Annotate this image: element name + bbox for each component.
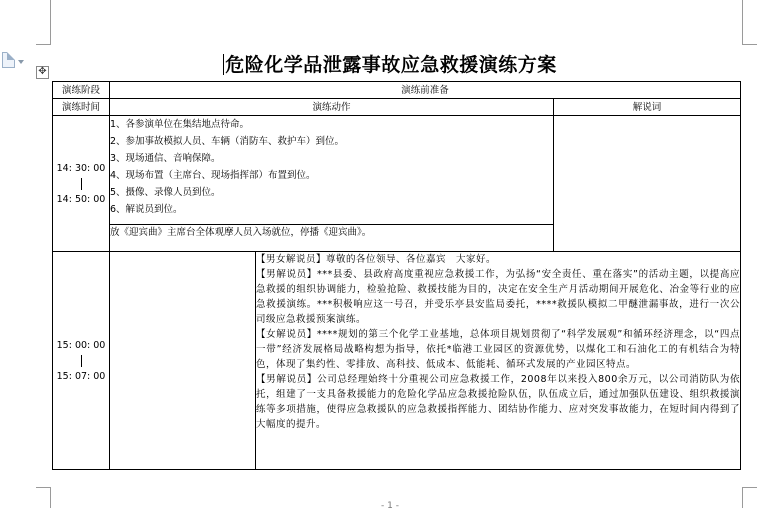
action-cell-2 (110, 252, 256, 470)
stage-value-cell: 演练前准备 (110, 82, 741, 99)
stage-label-cell: 演练阶段 (53, 82, 110, 99)
time-end: 14: 50: 00 (56, 193, 106, 205)
time-range-bar (81, 355, 82, 367)
commentary-column-header: 解说词 (554, 99, 741, 116)
table-move-handle-icon[interactable]: ✥ (36, 66, 49, 79)
time-end: 15: 07: 00 (56, 370, 106, 382)
table-row (53, 116, 741, 225)
list-item: 2、参加事故模拟人员、车辆（消防车、救护车）到位。 (110, 136, 345, 147)
note-cell: 放《迎宾曲》主席台全体观摩人员入场就位，停播《迎宾曲》。 (110, 225, 554, 252)
time-column-header: 演练时间 (53, 99, 110, 116)
list-item: 6、解说员到位。 (110, 204, 183, 215)
list-item: 5、摄像、录像人员到位。 (110, 187, 221, 198)
stage-row (53, 82, 741, 99)
list-item: 4、现场布置（主席台、现场指挥部）布置到位。 (110, 170, 316, 181)
narration-cell (256, 252, 741, 470)
action-column-header: 演练动作 (110, 99, 554, 116)
header-row (53, 99, 741, 116)
time-cell-2 (53, 252, 110, 470)
list-item: 1、各参演单位在集结地点待命。 (110, 119, 250, 130)
crop-mark-top-left (36, 0, 51, 45)
time-range-bar (81, 178, 82, 190)
drill-plan-table (52, 81, 741, 470)
crop-mark-top-right (742, 0, 757, 45)
commentary-cell-1 (554, 116, 741, 252)
page-number: - 1 - (381, 501, 399, 511)
document-title (0, 50, 780, 77)
time-start: 14: 30: 00 (56, 162, 106, 174)
narration-text: 【男女解说员】尊敬的各位领导、各位嘉宾 大家好。 【男解说员】***县委、县政府高度重视应急救援工作，为弘扬“安全责任、重在落实”的活动主题，以提高应急救援的组织协调能力，检验抢险、救援技能为目的，决定在安全生产月活动期间开展危化、冶金等行业的应急救援演练。***积极响应这一号召，并受乐亭县安监局委托，****救援队模拟二甲醚泄漏事故，进行一次公司级应急救援预案演练。 【女解说员】****规划的第三个化学工业基地，总体项目规划贯彻了“科学发展观”和循环经济理念，以“四点一带”经济发展格局战略构想为指导，依托*临港工业园区的资源优势，以煤化工和石油化工的有机结合为特色，体现了集约性、零排放、高科技、低成本、低能耗、循环式发展的产业园区特点。 【男解说员】公司总经理始终十分重视公司应急救援工作，2008年以来投入800余万元，以公司消防队为依托，组建了一支具备救援能力的危险化学品应急救援抢险队伍，队伍成立后，通过加强队伍建设、组织救援演练等多项措施，使得应急救援队的应急救援指挥能力、团结协作能力、应对突发事故能力，在短时间内得到了大幅度的提升。 (256, 254, 740, 430)
steps-cell (110, 116, 554, 225)
list-item: 3、现场通信、音响保障。 (110, 153, 221, 164)
table-row (53, 252, 741, 470)
time-start: 15: 00: 00 (56, 339, 106, 351)
document-title-text: 危险化学品泄露事故应急救援演练方案 (225, 54, 557, 76)
time-cell-1 (53, 116, 110, 252)
